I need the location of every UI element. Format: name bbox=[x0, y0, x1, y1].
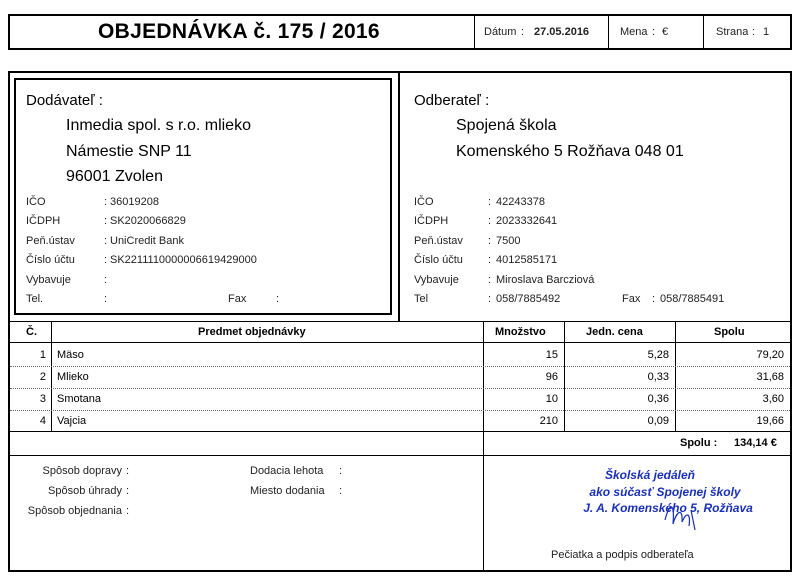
col-header-no: Č. bbox=[26, 326, 37, 338]
supplier-account-label: Číslo účtu bbox=[26, 254, 75, 266]
row-number: 3 bbox=[39, 393, 46, 405]
row-qty: 210 bbox=[539, 415, 558, 427]
date-label: Dátum bbox=[484, 26, 517, 38]
customer-icdph-label: IČDPH bbox=[414, 215, 449, 227]
row-unit-price: 5,28 bbox=[647, 349, 669, 361]
row-number: 1 bbox=[39, 349, 46, 361]
currency-colon: : bbox=[652, 26, 656, 38]
table-bottom-line bbox=[9, 431, 791, 432]
customer-tel-label: Tel bbox=[414, 293, 429, 305]
table-col-divider bbox=[675, 322, 676, 431]
supplier-name: Inmedia spol. s r.o. mlieko bbox=[66, 117, 251, 134]
colon: : bbox=[104, 293, 108, 305]
sum-label: Spolu : bbox=[680, 437, 718, 449]
customer-bank: 7500 bbox=[496, 235, 521, 247]
row-total: 19,66 bbox=[756, 415, 784, 427]
row-total: 31,68 bbox=[756, 371, 784, 383]
stamp-line-3: J. A. Komenského 5, Rožňava bbox=[583, 501, 753, 515]
customer-fax: 058/7885491 bbox=[660, 293, 725, 305]
customer-heading: Odberateľ : bbox=[414, 92, 490, 109]
customer-handler-label: Vybavuje bbox=[414, 274, 459, 286]
supplier-bank-label: Peň.ústav bbox=[26, 235, 75, 247]
customer-handler: Miroslava Barcziová bbox=[496, 274, 595, 286]
header-divider bbox=[703, 15, 704, 49]
customer-tel: 058/7885492 bbox=[496, 293, 561, 305]
customer-account: 4012585171 bbox=[496, 254, 558, 266]
party-divider bbox=[398, 73, 400, 321]
row-item: Mlieko bbox=[57, 371, 89, 383]
row-item: Vajcia bbox=[57, 415, 87, 427]
supplier-fax-label: Fax bbox=[228, 293, 247, 305]
currency-value: € bbox=[662, 26, 669, 38]
colon: : bbox=[488, 274, 492, 286]
stamp-line-1: Školská jedáleň bbox=[604, 468, 696, 482]
colon: : bbox=[488, 254, 492, 266]
footer-divider bbox=[483, 456, 484, 571]
colon: : bbox=[276, 293, 280, 305]
row-total: 79,20 bbox=[756, 349, 784, 361]
order-method-label: Spôsob objednania bbox=[27, 505, 122, 517]
supplier-heading: Dodávateľ : bbox=[26, 92, 103, 109]
supplier-icdph-label: IČDPH bbox=[26, 215, 61, 227]
customer-icdph: 2023332641 bbox=[496, 215, 558, 227]
row-total: 3,60 bbox=[762, 393, 784, 405]
stamp-line-2: ako súčasť Spojenej školy bbox=[589, 485, 741, 499]
colon: : bbox=[126, 505, 130, 517]
document-title: OBJEDNÁVKA č. 175 / 2016 bbox=[98, 20, 380, 43]
supplier-street: Námestie SNP 11 bbox=[66, 143, 192, 160]
colon: : bbox=[339, 485, 343, 497]
colon: : bbox=[104, 196, 108, 208]
row-qty: 96 bbox=[545, 371, 558, 383]
row-separator bbox=[10, 410, 790, 411]
customer-bank-label: Peň.ústav bbox=[414, 235, 463, 247]
colon: : bbox=[488, 293, 492, 305]
customer-name: Spojená škola bbox=[456, 117, 557, 134]
transport-label: Spôsob dopravy bbox=[42, 465, 122, 477]
row-separator bbox=[10, 366, 790, 367]
customer-fax-label: Fax bbox=[622, 293, 641, 305]
supplier-account: SK2211110000006619429000 bbox=[110, 254, 257, 266]
colon: : bbox=[104, 235, 108, 247]
colon: : bbox=[126, 465, 130, 477]
colon: : bbox=[488, 235, 492, 247]
col-header-total: Spolu bbox=[714, 326, 745, 338]
table-col-divider bbox=[51, 322, 52, 431]
signature-mark bbox=[655, 490, 715, 535]
table-top-line bbox=[9, 321, 791, 322]
supplier-handler-label: Vybavuje bbox=[26, 274, 71, 286]
customer-ico: 42243378 bbox=[496, 196, 545, 208]
row-number: 2 bbox=[39, 371, 46, 383]
colon: : bbox=[104, 215, 108, 227]
sum-line bbox=[9, 455, 791, 456]
supplier-ico-label: IČO bbox=[26, 196, 46, 208]
row-separator bbox=[10, 388, 790, 389]
payment-label: Spôsob úhrady bbox=[48, 485, 122, 497]
colon: : bbox=[488, 196, 492, 208]
col-header-item: Predmet objednávky bbox=[198, 326, 306, 338]
row-unit-price: 0,09 bbox=[647, 415, 669, 427]
page-colon: : bbox=[752, 26, 756, 38]
col-header-qty: Množstvo bbox=[495, 326, 546, 338]
supplier-city: 96001 Zvolen bbox=[66, 168, 163, 185]
header-divider bbox=[474, 15, 475, 49]
colon: : bbox=[652, 293, 656, 305]
header-divider bbox=[608, 15, 609, 49]
customer-ico-label: IČO bbox=[414, 196, 434, 208]
supplier-bank: UniCredit Bank bbox=[110, 235, 184, 247]
colon: : bbox=[339, 465, 343, 477]
page-label: Strana bbox=[716, 26, 749, 38]
table-header-line bbox=[9, 342, 791, 343]
col-header-unit-price: Jedn. cena bbox=[586, 326, 643, 338]
signature-label: Pečiatka a podpis odberateľa bbox=[551, 549, 694, 561]
row-number: 4 bbox=[39, 415, 46, 427]
row-qty: 15 bbox=[545, 349, 558, 361]
customer-account-label: Číslo účtu bbox=[414, 254, 463, 266]
supplier-icdph: SK2020066829 bbox=[110, 215, 186, 227]
customer-address: Komenského 5 Rožňava 048 01 bbox=[456, 143, 684, 160]
table-col-divider bbox=[564, 322, 565, 431]
sum-value: 134,14 € bbox=[734, 437, 777, 449]
delivery-place-label: Miesto dodania bbox=[250, 485, 325, 497]
supplier-ico: 36019208 bbox=[110, 196, 159, 208]
currency-label: Mena bbox=[620, 26, 648, 38]
date-colon: : bbox=[521, 26, 525, 38]
row-unit-price: 0,36 bbox=[647, 393, 669, 405]
supplier-tel-label: Tel. bbox=[26, 293, 44, 305]
row-item: Mäso bbox=[57, 349, 84, 361]
colon: : bbox=[104, 254, 108, 266]
date-value: 27.05.2016 bbox=[534, 26, 590, 38]
colon: : bbox=[488, 215, 492, 227]
colon: : bbox=[126, 485, 130, 497]
colon: : bbox=[104, 274, 108, 286]
row-unit-price: 0,33 bbox=[647, 371, 669, 383]
page-value: 1 bbox=[763, 26, 770, 38]
row-qty: 10 bbox=[545, 393, 558, 405]
row-item: Smotana bbox=[57, 393, 102, 405]
delivery-date-label: Dodacia lehota bbox=[250, 465, 324, 477]
